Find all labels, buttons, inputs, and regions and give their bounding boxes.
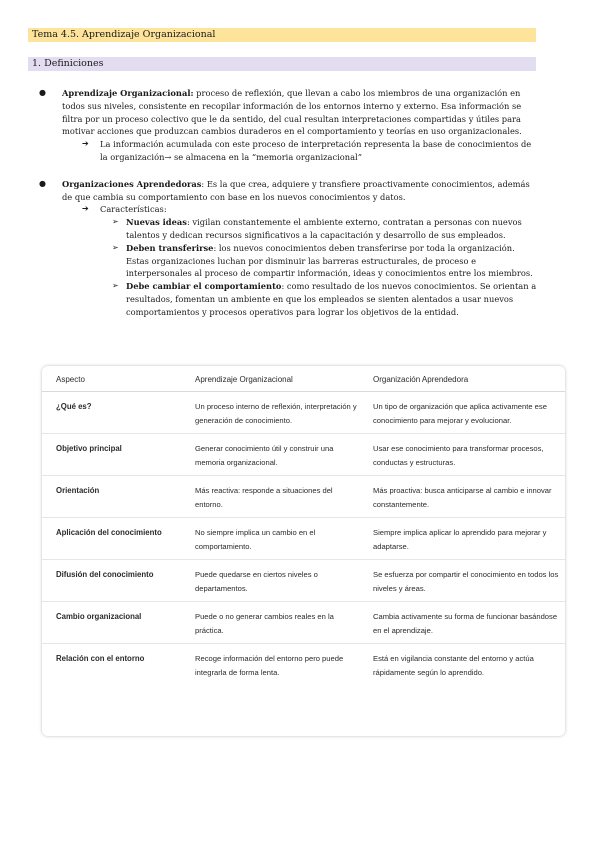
cell-organizacion: Cambia activamente su forma de funcionar basándose en el aprendizaje.	[359, 602, 565, 644]
table-header-row	[42, 366, 565, 392]
characteristic-item	[56, 242, 538, 280]
topic-title: Tema 4.5. Aprendizaje Organizacional	[28, 28, 536, 42]
term-organizaciones: Organizaciones Aprendedoras	[62, 178, 202, 189]
cell-aspect: Objetivo principal	[42, 434, 181, 476]
bullet-icon: ●	[39, 88, 46, 97]
definition-organizaciones	[39, 178, 538, 204]
cell-organizacion: Está en vigilancia constante del entorno y actúa rápidamente según lo aprendido.	[373, 654, 534, 677]
table-row	[42, 434, 565, 476]
text-aprendizaje: proceso de reflexión, que llevan a cabo los miembros de una organización en todos sus niveles, consistente en recopilar información de los entornos interno y externo. Esa información se filtra por un proceso colectivo que le da sentido, del cual resultan interpretaciones compartidas y útiles para motivar acciones que produzcan cambios duraderos en el comportamiento y teorías en uso organizacionales.	[62, 88, 522, 137]
arrow-icon: ➔	[82, 139, 89, 149]
comparison-table	[42, 366, 565, 736]
cell-aspect: Difusión del conocimiento	[42, 560, 181, 602]
characteristic-text: : vigilan constantemente el ambiente externo, contratan a personas con nuevos talentos y dedican recursos significativos a la capacitación y desarrollo de sus empleados.	[126, 217, 522, 240]
term-aprendizaje: Aprendizaje Organizacional:	[62, 88, 194, 98]
header-aspecto: Aspecto	[42, 366, 181, 392]
cell-organizacion: Siempre implica aplicar lo aprendido para mejorar y adaptarse.	[359, 518, 565, 560]
table-row	[42, 644, 565, 686]
characteristics-label	[56, 203, 538, 216]
chevron-icon: ➢	[112, 217, 119, 227]
arrow-icon: ➔	[82, 204, 89, 214]
table-row	[42, 392, 565, 434]
characteristic-term: Debe cambiar el comportamiento	[126, 281, 282, 292]
cell-organizacion: Un tipo de organización que aplica activamente ese conocimiento para mejorar y evolucionar.	[359, 392, 565, 434]
characteristic-text: : los nuevos conocimientos deben transferirse por toda la organización. Estas organizaciones luchan por disminuir las barreras estructurales, de proceso e interpersonales al proceso de compartir información, ideas y conocimientos entre los miembros.	[126, 242, 533, 279]
cell-aprendizaje: Puede quedarse en ciertos niveles o departamentos.	[181, 560, 359, 602]
text-organizaciones: : Es la que crea, adquiere y transfiere proactivamente conocimientos, además de que cambia su comportamiento con base en los nuevos conocimientos y datos.	[62, 178, 530, 202]
table-row	[42, 560, 565, 602]
characteristic-item	[56, 216, 538, 242]
bullet-icon: ●	[39, 178, 46, 188]
cell-aprendizaje: Más reactiva: responde a situaciones del entorno.	[181, 476, 359, 518]
cell-aspect: Orientación	[42, 476, 181, 518]
cell-aprendizaje: No siempre implica un cambio en el comportamiento.	[181, 518, 359, 560]
cell-aspect: Relación con el entorno	[56, 654, 145, 663]
definition-aprendizaje	[39, 87, 538, 138]
characteristic-text: : como resultado de los nuevos conocimientos. Se orientan a resultados, fomentan un ambiente en que los empleados se sienten alentados a usar nuevos comportamientos y procesos operativos para lograr los objetivos de la entidad.	[126, 281, 537, 317]
table-row	[42, 518, 565, 560]
table-row	[42, 602, 565, 644]
characteristic-item	[56, 280, 538, 318]
cell-organizacion: Usar ese conocimiento para transformar procesos, conductas y estructuras.	[359, 434, 565, 476]
characteristic-term: Deben transferirse	[126, 242, 214, 253]
cell-aprendizaje: Recoge información del entorno pero puede integrarla de forma lenta.	[195, 654, 344, 677]
chevron-icon: ➢	[112, 242, 119, 252]
cell-aprendizaje: Un proceso interno de reflexión, interpretación y generación de conocimiento.	[181, 392, 359, 434]
cell-aspect: ¿Qué es?	[42, 392, 181, 434]
cell-organizacion: Más proactiva: busca anticiparse al cambio e innovar constantemente.	[359, 476, 565, 518]
characteristics-text: Características:	[100, 204, 167, 215]
cell-organizacion: Se esfuerza por compartir el conocimiento en todos los niveles y áreas.	[359, 560, 565, 602]
section-title: 1. Definiciones	[28, 57, 536, 71]
chevron-icon: ➢	[112, 281, 119, 291]
definitions-body	[39, 87, 538, 319]
header-aprendizaje: Aprendizaje Organizacional	[181, 366, 359, 392]
table-row	[42, 476, 565, 518]
note-memoria	[56, 138, 538, 164]
characteristic-term: Nuevas ideas	[126, 217, 187, 228]
cell-aprendizaje: Puede o no generar cambios reales en la práctica.	[181, 602, 359, 644]
cell-aspect: Cambio organizacional	[42, 602, 181, 644]
header-organizacion: Organización Aprendedora	[359, 366, 565, 392]
note-text: La información acumulada con este proceso de interpretación representa la base de conocimientos de la organización→ se almacena en la “memoria organizacional”	[100, 139, 532, 162]
cell-aspect: Aplicación del conocimiento	[42, 518, 181, 560]
cell-aprendizaje: Generar conocimiento útil y construir una memoria organizacional.	[181, 434, 359, 476]
